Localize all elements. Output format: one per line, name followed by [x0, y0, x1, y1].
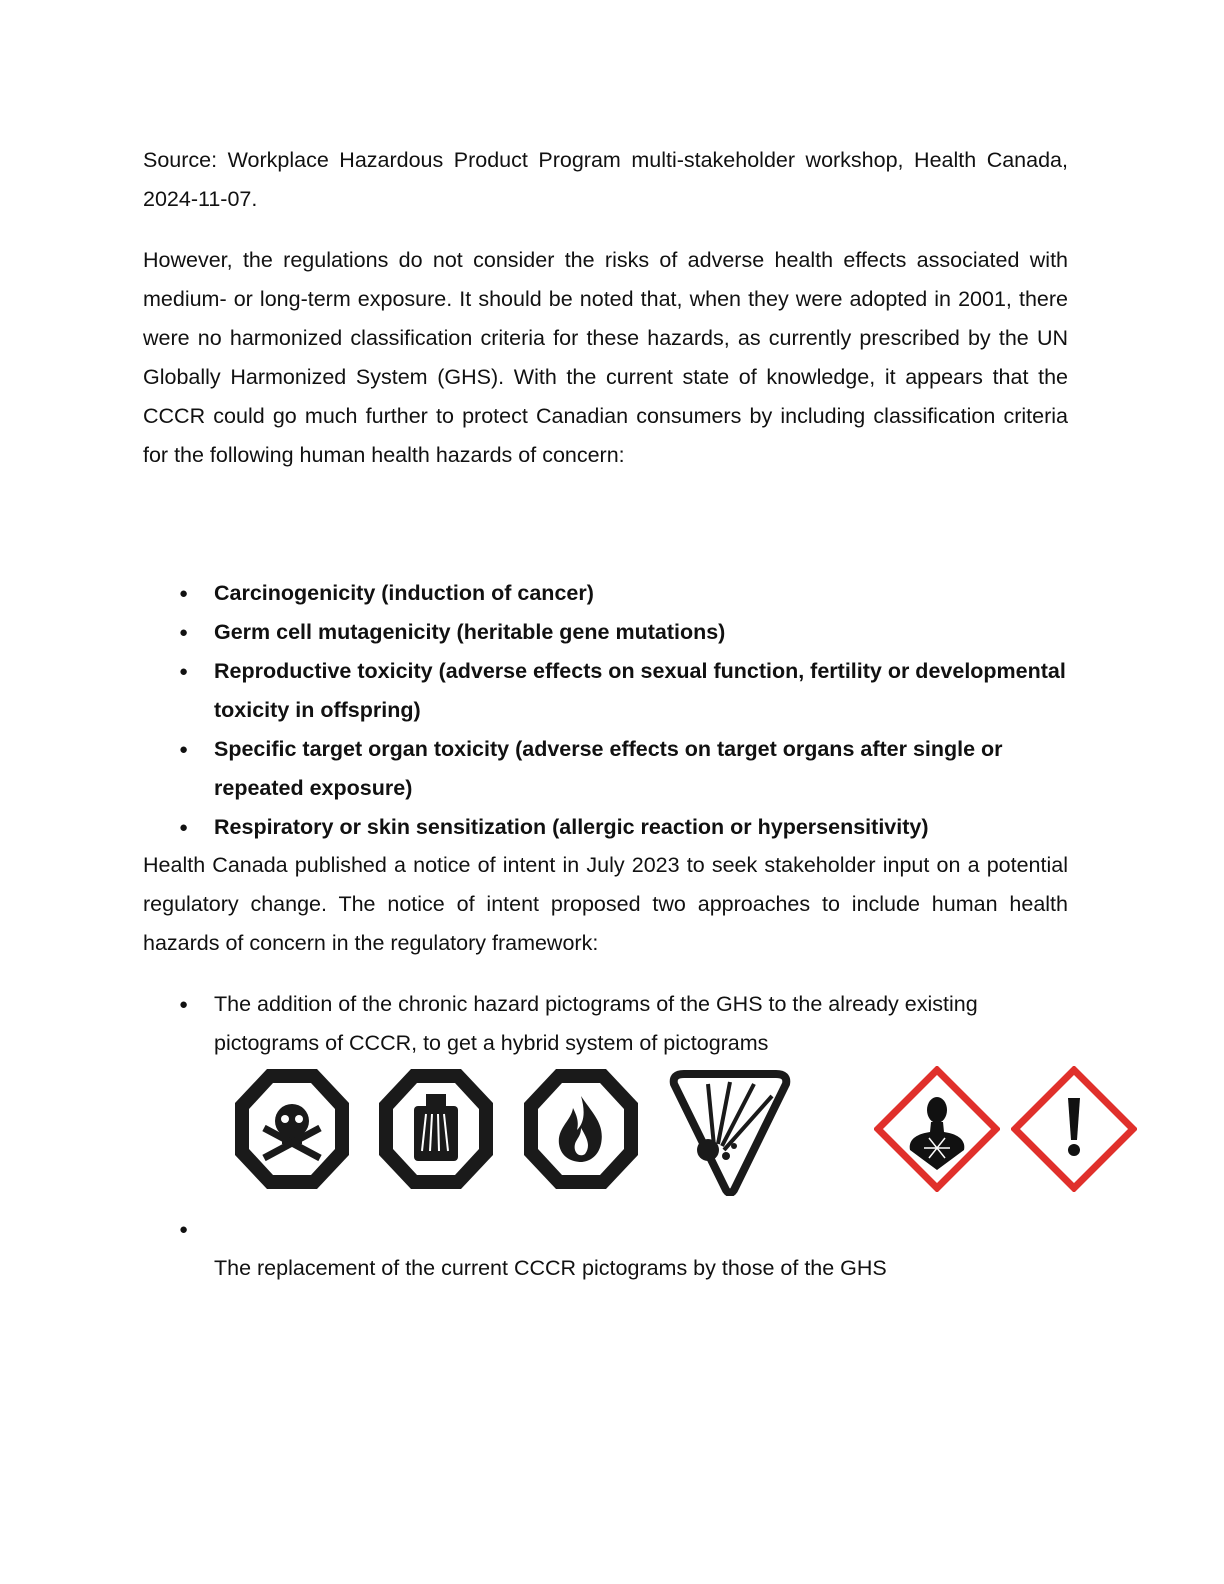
list-item: ● Carcinogenicity (induction of cancer) [143, 574, 1068, 613]
list-item [143, 1210, 1068, 1288]
approach-list-2 [143, 1210, 1068, 1288]
ghs-health-hazard-icon [874, 1066, 1000, 1192]
paragraph-regulations: However, the regulations do not consider the risks of adverse health effects associated with medium- or long-term exposure. It should be noted that, when they were adopted in 2001, there were no harmonized classification criteria for these hazards, as currently prescribed by the UN Globally Harmonized System (GHS). With the current state of knowledge, it appears that the CCCR could go much further to protect Canadian consumers by including classification criteria for the following human health hazards of concern: [143, 248, 1068, 467]
cccr-flammable-icon [521, 1066, 641, 1192]
cccr-corrosive-icon [376, 1066, 496, 1192]
hazard-list [143, 574, 1068, 847]
paragraph-notice: Health Canada published a notice of intent in July 2023 to seek stakeholder input on a potential regulatory change. The notice of intent proposed two approaches to include human health hazards of concern in the regulatory framework: [143, 853, 1068, 955]
list-item: ● Respiratory or skin sensitization (allergic reaction or hypersensitivity) [143, 808, 1068, 847]
list-item: ● Germ cell mutagenicity (heritable gene mutations) [143, 613, 1068, 652]
source-paragraph: Source: Workplace Hazardous Product Program multi-stakeholder workshop, Health Canada, 2024-11-07. [143, 148, 1068, 211]
list-item-text: The replacement of the current CCCR pictograms by those of the GHS [214, 1256, 887, 1280]
pictogram-row [230, 1066, 1140, 1198]
approach-list [143, 985, 1068, 1063]
ghs-exclamation-icon [1011, 1066, 1137, 1192]
list-item: ● Reproductive toxicity (adverse effects on sexual function, fertility or developmental toxicity in offspring) [143, 652, 1068, 730]
cccr-poison-icon [232, 1066, 352, 1192]
list-item: ● The addition of the chronic hazard pictograms of the GHS to the already existing pictograms of CCCR, to get a hybrid system of pictograms [143, 985, 1068, 1063]
list-item: ● Specific target organ toxicity (adverse effects on target organs after single or repeated exposure) [143, 730, 1068, 808]
cccr-explosive-icon [668, 1066, 792, 1196]
